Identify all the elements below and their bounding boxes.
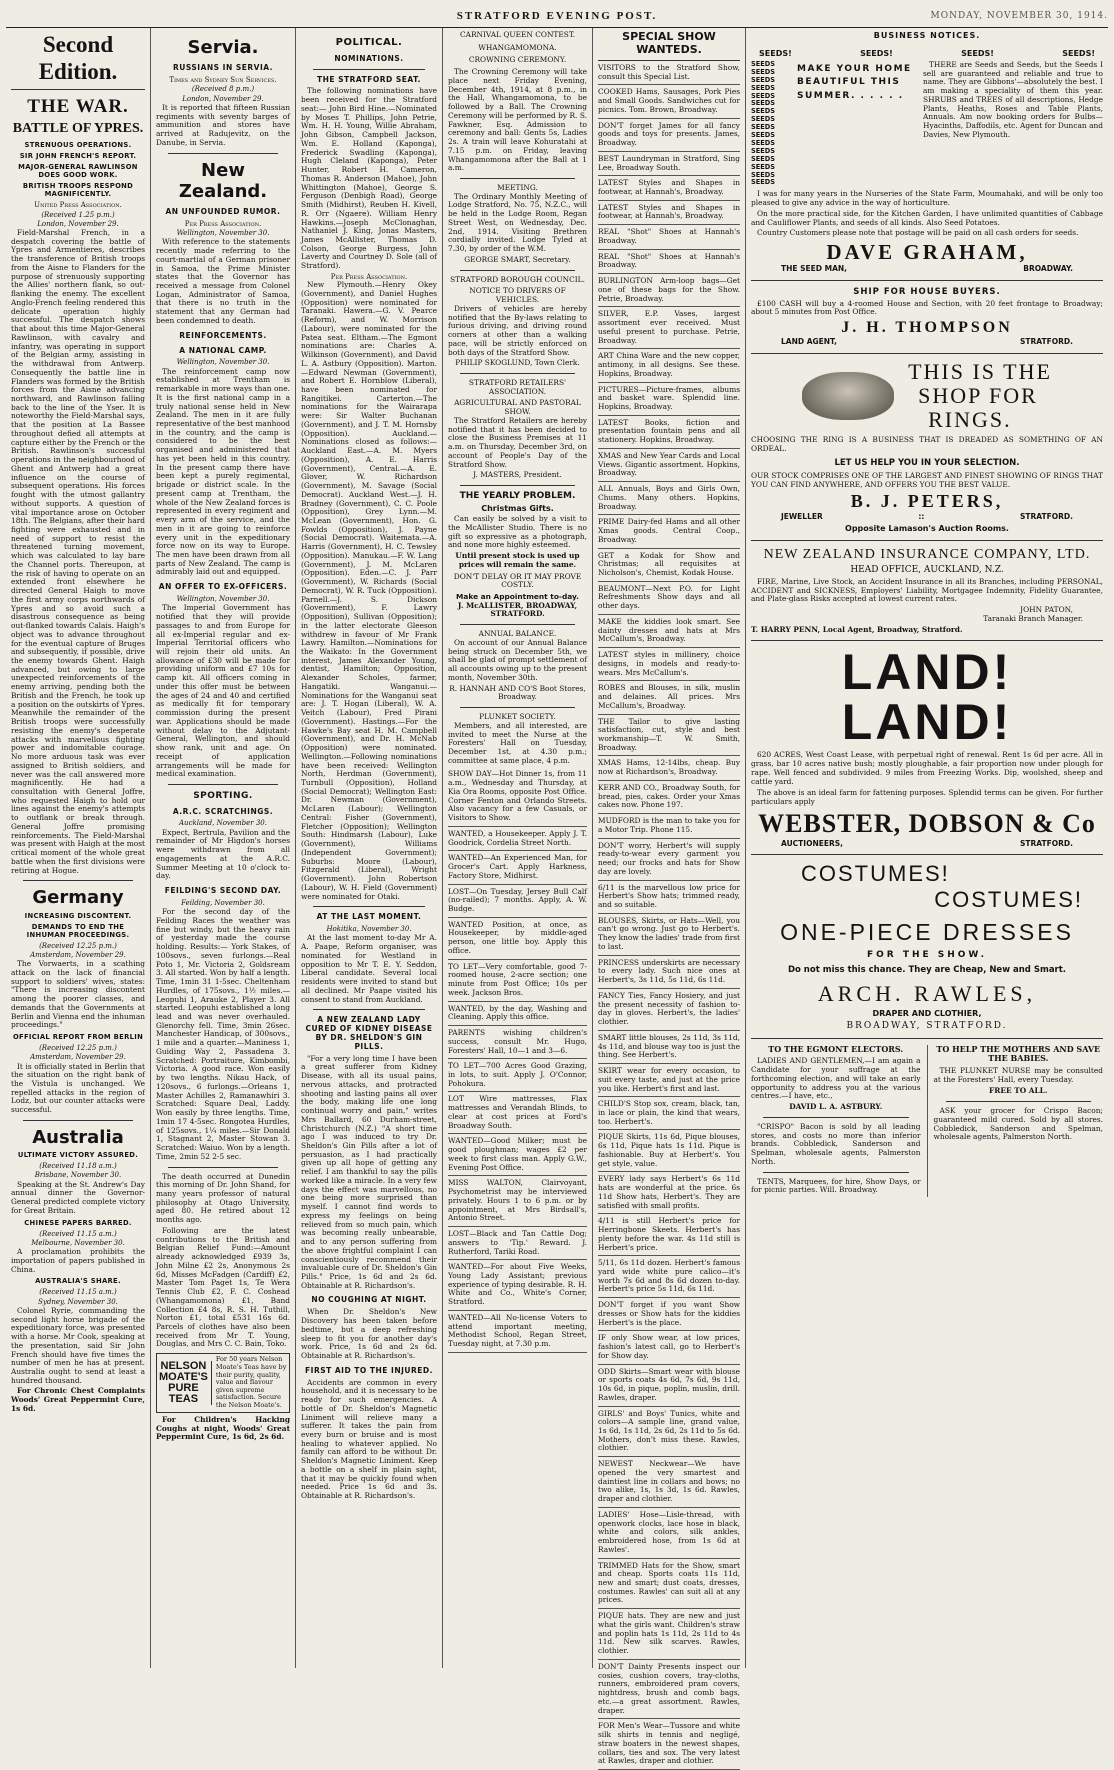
dateline: Auckland, November 30.: [179, 819, 267, 828]
edition-banner: Second Edition.: [11, 31, 145, 90]
ad-headline: COSTUMES!: [801, 861, 950, 887]
classified-ad: TO LET—Very comfortable, good 7-roomed house, 2-acre section; one minute from Post Office; 10s per week. Jackson Bros.: [448, 960, 587, 1002]
article-body: A proclamation prohibits the importation of papers published in China.: [11, 1247, 145, 1274]
article-body: At the last moment to-day Mr A. A. Paape, Reform organiser, was nominated for Westland in opposition to Mr T. E. Y. Seddon, Liberal candidate. Several local residents were invited to stand but all declined. Mr Paape visited his consent to stand from Auckland.: [301, 933, 437, 1004]
seeds-label: SEEDS!: [759, 49, 792, 59]
column-war: [6, 28, 151, 1668]
ad-line: LET US HELP YOU IN YOUR SELECTION.: [834, 457, 1020, 468]
ad-caption: JEWELLER: [781, 511, 823, 521]
ad-line: BROADWAY, STRATFORD.: [846, 1021, 1008, 1032]
ad-headline: LAND! LAND!: [841, 644, 1013, 751]
subhead: AN UNFOUNDED RUMOR.: [165, 206, 281, 216]
article-body: "For a very long time I have been a great sufferer from Kidney Disease, with all its usual pains, nervous attacks, and protracted shooting and lasting pains all over the body, making life one long continual worry and pain," writes Mrs Ballard, 60 Durham-street, Christchurch (N.Z.) "A short time ago I was induced to try Dr. Sheldon's Gin Pills after a lot of persuasion, as I had practically given up all hope of getting any relief. I am thankful to say the pills worked like a miracle. In a very few days the effect was marvellous, no one being more surprised than myself. I cannot find words to express my feelings on being relieved from so much pain, which was becoming really unbearable, and to any person suffering from the above frightful complaint I can conscientiously recommend their invaluable cure of Dr. Sheldon's Gin Pills." Price, 1s 6d and 2s 6d. Obtainable at R. Richardson's.: [301, 1053, 437, 1290]
seeds-word: SEEDS: [751, 146, 775, 155]
germany-headline: Germany: [32, 887, 124, 909]
subhead: MAJOR-GENERAL RAWLINSON DOES GOOD WORK.: [18, 163, 138, 180]
seeds-word: SEEDS: [751, 107, 775, 116]
article-body: With reference to the statements recently made referring to the court-martial of a German prisoner in Samoa, the Prime Minister states that the Governor has received a message from Colonel Logan, Administrator of Samoa, that there is no truth in the statement that any German had been condemned to death.: [156, 237, 290, 325]
dateline: Wellington, November 30.: [176, 358, 270, 367]
ad-text: THERE are Seeds and Seeds, but the Seeds I sell are guaranteed and reliable and true to name. They are Gibbons'—absolutely the best. I am making a speciality of them this year. SHRUBS and TREES of all descriptions, Hedge Plants, Heaths, Roses and Table Plants, Annuals. Am now booking orders for Bulbs—Hyacinths, Daffodils, etc. Agent for Duncan and Davies, New Plymouth.: [923, 59, 1103, 139]
subhead: INCREASING DISCONTENT.: [24, 911, 132, 920]
subhead: CARNIVAL QUEEN CONTEST.: [459, 30, 576, 39]
seeds-word: SEEDS: [751, 83, 775, 92]
ad-line: Do not miss this chance. They are Cheap, New and Smart.: [787, 964, 1067, 975]
classified-ad: TO LET—700 Acres Good Grazing, in lots, to suit. Apply J. O'Connor, Pohokura.: [448, 1059, 587, 1092]
dateline: Melbourne, November 30.: [31, 1238, 125, 1247]
seed-headline: SUMMER. . . . . .: [797, 91, 904, 102]
received-time: (Received 11.15 a.m.): [39, 1288, 117, 1297]
seed-headline: BEAUTIFUL THIS: [797, 77, 901, 88]
special-headline: SPECIAL SHOW WANTEDS.: [598, 31, 740, 61]
seeds-word: SEEDS: [751, 75, 775, 84]
article-body: Accidents are common in every household, and it is necessary to be ready for such emergencies. A bottle of Dr. Sheldon's Magnetic Liniment will relieve many a sufferer. It takes the pain from every burn or bruise and is most healing to whatever applied. No family can afford to be without Dr. Sheldon's Magnetic Liniment. Keep a bottle on a shelf in plain sight, that it may be quickly found when needed. Price 1s 6d and 3s. Obtainable at R. Richardson's.: [301, 1377, 437, 1501]
nelson-logo: NELSON MOATE'S PURE TEAS: [159, 1361, 212, 1405]
classified-ad: EVERY lady says Herbert's 6s 11d hats are wonderful at the price. 6s 11d Show hats, Herbert's. They are satisfied with small profits.: [598, 1172, 740, 1214]
war-headline: THE WAR.: [27, 96, 129, 118]
classified-ad: LOST—Black and Tan Cattle Dog; answers to 'Tip.' Reward. J. Rutherford, Tariki Road.: [448, 1227, 587, 1260]
classified-ad: NEWEST Neckwear—We have opened the very smartest and daintiest line in collars and bows; no two alike, 1s, 1s 3d, 1s 6d. Rawles, draper and clothier.: [598, 1457, 740, 1508]
dateline: London, November 29.: [37, 219, 119, 228]
ad-headline: COSTUMES!: [934, 887, 1083, 913]
received-time: (Received 12.25 p.m.): [39, 1044, 117, 1053]
classified-ad: ART China Ware and the new copper, antimony, in all designs. See these. Hopkins, Broadway.: [598, 349, 740, 382]
notice-headline: TO THE EGMONT ELECTORS.: [768, 1044, 904, 1054]
signature: GEORGE SMART, Secretary.: [464, 254, 571, 264]
signature: Taranaki Branch Manager.: [983, 613, 1083, 623]
subhead: STRATFORD BOROUGH COUNCIL.: [450, 274, 585, 284]
classified-ad: SHOW DAY—Hot Dinner 1s, from 11 a.m., Wednesday and Thursday, at Kia Ora Rooms, opposite Post Office. Corner Fenton and Orlando Streets. Also vacancy for a few Casuals, or Visitors to Show.: [448, 767, 587, 826]
dateline: Wellington, November 30.: [176, 229, 270, 238]
article-body: The reinforcement camp now established at Trentham is remarkable in more ways than one. It is the first national camp in a truly national sense held in New Zealand. The men in it are fully representative of the best manhood in the country, and the camp is considered to be the best organised and administered that has yet been held in this country. In the present camp there have been kept a purely regimental, brigade or district scale. In the present camp at Trentham, the whole of the New Zealand forces is represented in every regiment and every arm of the service, and the men in it are going to reinforce every unit in the expeditionary force now on its way to Europe. The men have been drawn from all parts of New Zealand. The camp is admirably laid out and equipped.: [156, 366, 290, 577]
article-body: The Imperial Government has notified that they will provide passages to and from Europe for all ex-Imperial regular and ex-Imperial Territorial officers who will rejoin their old units. An allowance of £30 will be made for providing uniform and £7 10s for camp kit. All officers coming in under this offer must be between the ages of 24 and 40 and certified as medically fit for temporary commission during the present war. Applications should be made without delay to the Adjutant-General, Wellington, and should show rank, unit and age. On receipt of application arrangements will be made for medical examination.: [156, 603, 290, 779]
ad-headline: NEW ZEALAND INSURANCE COMPANY, LTD.: [763, 546, 1091, 562]
ad-caption: STRATFORD.: [1020, 511, 1073, 521]
classified-ad: MISS WALTON, Clairvoyant, Psychometrist may be interviewed privately. Hours 1 to 6 p.m. or by appointment, at Mrs Birdsall's, Antonio Street.: [448, 1176, 587, 1227]
column-notices: [443, 28, 593, 1668]
received-time: (Received 1.25 p.m.): [41, 210, 115, 219]
notice-body: Can easily be solved by a visit to the McAllister Studio. There is no gift so expressive as a photograph, and none more highly esteemed.: [448, 514, 587, 550]
seeds-label: SEEDS!: [961, 49, 994, 59]
column-political: [296, 28, 443, 1668]
subhead: AT THE LAST MOMENT.: [316, 912, 422, 922]
notice-body: ASK your grocer for Crispo Bacon; guaranteed mild cured. Sold by all stores. Cobbledick, Sanderson and Spelman, wholesale agents, Palmerston North.: [933, 1106, 1103, 1142]
problem-headline: THE YEARLY PROBLEM.: [459, 491, 576, 502]
column-news: [151, 28, 296, 1668]
ship-ad: [751, 281, 1103, 354]
classified-ad: DON'T forget if you want Show dresses or Show hats for the kiddies Herbert's is the place.: [598, 1298, 740, 1331]
dateline: Feilding, November 30.: [181, 898, 265, 907]
subhead: OFFICIAL REPORT FROM BERLIN: [12, 1033, 144, 1042]
seeds-label: SEEDS!: [1062, 49, 1095, 59]
subhead: FIRST AID TO THE INJURED.: [305, 1365, 433, 1375]
article-body: The following nominations have been received for the Stratford seat:— John Bird Hine.—Nominated by Moses T. Phillips, John Petrie, Wm. H. H. Young, Willie Abraham, John Gibson, Campbell Jackson, Wm. E. Holland (Kaponga), Frederick Swadling (Kaponga), Hugh Cleland (Kaponga), Peter Hunter, Robert H. Cameron, Thomas R. Anderson (Mahoe), John Whittington (Mahoe), George S. Ferguson (Denbigh Road), George Smith (Midhirst), Reuben H. Kivell, R. Orr (Ngaere). William Henry Hawkins.—Joseph McClonaghan, Nathaniel J. King, Jonas Masters, James McAllister, Thomas D. Colson, George Burgess, John Laverty and Courtney D. Sole (all of Stratford).: [301, 86, 437, 271]
classified-ad: FANCY Ties, Fancy Hosiery, and just the present necessity of fashion to-day in gloves. Herbert's, the ladies' clothier.: [598, 989, 740, 1031]
received-time: (Received 11.18 a.m.): [39, 1162, 117, 1171]
article-body: Field-Marshal French, in a despatch covering the battle of Ypres and Armentieres, describes the transference of British troops from the Aisne to Flanders for the purpose of strenuously supporting the Allies' northern flank, so out-flanking the enemy. The excellent Anglo-French feeling rendered this delicate operation highly successful. The despatch shows that about this time Major-General Rawlinson, with cavalry and infantry, was operating in support of the Belgian army, assisting in the withdrawal from Antwerp. Consequently the battle line in Flanders was formed by the British forces from the Aisne advancing northward, and Rawlinson falling back to the line of the Yser. It is noteworthy the Field-Marshal says, that the position at La Bassee throughout defied all attempts at capture either by the French or the British. Rawlinson's successful operations in the neighbourhood of Ghent and Antwerp had a great influence on the course of subsequent operations. His forces fought with the utmost gallantry without supports. A question of vital importance arose on October 18th. The Belgians, after their hard fighting were exhausted and in need of support to resist the threatened turning movement, which was calculated to lay bare the Channel ports. Thereupon, at the risk of having to operate on an extended front elsewhere he directed General Haigh to move the first army corps northwards of Ypres and so avoid such a disastrous consequence as being out-flanked towards Calais. Haigh's object was to advance throughout for the eventual capture of Bruges and subsequently, if possible, drive the enemy towards Ghent. Haigh advanced, but owing to large unexpected reinforcements of the enemy arriving, pending both the British and the French, he took up a position on the outskirts of Ypres. Meanwhile the remainder of the British troops were successfully resisting the enemy's desperate attacks with marvellous fighting power and indomitable courage. No more arduous task was ever assigned to British soldiers, and never was the call answered more magnificently. He had a consultation with General Joffre, who requested Haigh to hold our lines against the enemy's attempts to outflank or break through. General Joffre promising reinforcements. The Field-Marshal was present with Haigh at the most critical moment of the whole great battle when the first divisions were retiring at Hogue.: [11, 228, 145, 875]
article-body: New Plymouth.—Henry Okey (Government), and Daniel Hughes (Opposition) were nominated for Taranaki. Hawera.—G. V. Pearce (Reform), and W. Morrison (Labour), were nominated for the Patea seat. Eltham.—The Egmont nominations are: Charles A. Wilkinson (Government), and David L. A. Astbury (Opposition). Marton.—Edward Newman (Government), and Robert E. Hornblow (Liberal), have been nominated for Rangitikei. Carterton.—The nominations for the Wairarapa were: Sir Walter Buchanan (Government), and J. T. M. Hornsby (Opposition). Auckland.—Nominations closed as follows:—Auckland East.—A. M. Myers (Opposition), A. E. Harris (Government), Central.—A. E. Glover, W. Richardson (Government), M. Savage (Social Democrat). Auckland West.—J. H. Bradney (Government), C. C. Poole (Opposition), Grey Lynn.—M. McLean (Government), Hon. G. Fowlds (Opposition), J. Payne (Social Democrat). Waitemata.—A. Harris (Government), H. C. Tewsley (Opposition). Manukau.—F. W. Lang (Government), J. M. McLaren (Opposition). Eden.—C. J. Parr (Government), W. Richards (Social Democrat), W. R. Tuck (Opposition). Parnell.—J. S. Dickson (Government), F. Lawry (Opposition), Sullivan (Opposition); in the latter electorate Gleeson withdrew in favour of Mr Frank Lawry. Hamilton.—Nominations for the Waikato: In the Government interest, James Alexander Young, dentist, Hamilton; Opposition, Alexander Scholes, farmer, Hangatiki. Wanganui.—Nominations for the Wanganui seat are: J. T. Hogan (Liberal), W. A. Veitch (Labour), Fred Pirani (Government). Hastings.—For the Hawke's Bay seat H. M. Campbell (Government), and Dr. H. McNab (Opposition) were nominated. Wellington.—Following nominations have been received: Wellington North, Herdman (Government), Turnbull (Opposition), Holland (Social Democrat); Wellington East: Dr. Newman (Government), McLaren (Labour); Wellington Central: Fisher (Government), Fletcher (Opposition); Wellington South: Hindmarsh (Labour), Luke (Government), Williams (Independent Government); Suburbs: Moore (Labour), Fitzgerald (Liberal), Wright (Government). John Robertson (Labour), W. H. Field (Government) were nominated for Otaki.: [301, 280, 437, 901]
classified-ad: WANTED, by the day, Washing and Cleaning. Apply this office.: [448, 1002, 587, 1026]
classified-ad: ODD Skirts—Smart wear with blouse or sports coats 4s 6d, 7s 6d, 9s 11d, 10s 6d, in pique, poplin, muslin, drill. Rawles, draper.: [598, 1365, 740, 1407]
seeds-word: SEEDS: [751, 154, 775, 163]
subhead: AGRICULTURAL AND PASTORAL SHOW.: [454, 398, 581, 417]
classified-ad: WANTED, a Housekeeper. Apply J. T. Goodrick, Cordelia Street North.: [448, 827, 587, 851]
subhead: SPORTING.: [193, 791, 253, 801]
classified-ad: 4/11 is still Herbert's price for Herringbone Skeets. Herbert's has plenty before the war. 4s 11d still is Herbert's price.: [598, 1214, 740, 1256]
received-time: (Received 8 p.m.): [191, 85, 255, 94]
classified-ad: REAL "Shot" Shoes at Hannah's Broadway.: [598, 250, 740, 274]
subhead: ANNUAL BALANCE.: [478, 629, 557, 639]
byline: Per Press Association.: [330, 272, 408, 281]
costumes-ad: [751, 855, 1103, 1039]
article-body: Expect, Bertrula, Pavilion and the remainder of Mr Higdon's horses were withdrawn from all engagements at the A.R.C. Summer Meeting at 10 o'clock to-day.: [156, 827, 290, 881]
ypres-headline: BATTLE OF YPRES.: [12, 120, 144, 136]
notice-body: LADIES AND GENTLEMEN,—I am again a Candidate for your suffrage at the forthcoming election, and will take an early opportunity to address you at the various centres.—I have, etc.,: [751, 1056, 921, 1101]
column-show-wanteds: [593, 28, 746, 1766]
classified-ad: BURLINGTON Arm-loop bags—Get one of these bags for the Show. Petrie, Broadway.: [598, 274, 740, 307]
subhead: RUSSIANS IN SERVIA.: [172, 63, 274, 73]
ad-text: £100 CASH will buy a 4-roomed House and Section, with 20 feet frontage to Broadway; about 5 minutes from Post Office.: [751, 298, 1103, 317]
subhead: PLUNKET SOCIETY.: [479, 712, 556, 722]
advertiser-name: B. J. PETERS,: [850, 491, 1004, 512]
dateline: Amsterdam, November 29.: [30, 950, 126, 959]
advertiser-name: ARCH. RAWLES,: [817, 981, 1037, 1006]
subhead: A NEW ZEALAND LADY CURED OF KIDNEY DISEASE BY DR. SHELDON'S GIN PILLS.: [305, 1015, 433, 1051]
classified-ad: DON'T forget James for all fancy goods and toys for presents. James, Broadway.: [598, 119, 740, 152]
ad-line: Opposite Lamason's Auction Rooms.: [845, 524, 1009, 534]
ad-headline: ONE-PIECE DRESSES: [780, 919, 1074, 946]
article-body: It is reported that fifteen Russian regiments with seventy barges of ammunition and stores have arrived at Radujevitz, on the Danube, in Servia.: [156, 102, 290, 147]
land-ad: [751, 641, 1103, 855]
ad-text: Country Customers please note that postage will be paid on all cash orders for seeds.: [757, 228, 1079, 238]
subhead: FEILDING'S SECOND DAY.: [164, 886, 282, 896]
ad-caption: LAND AGENT,: [781, 337, 837, 347]
seeds-word: SEEDS: [751, 91, 775, 100]
classified-ad: BEAUMONT—Next P.O. for Light Refreshments Show days and all other days.: [598, 582, 740, 615]
article-body: The Vorwaerts, in a scathing attack on the lack of financial support to soldiers' wives, states: "There is increasing discontent among the poorer classes, and demands that the Governments at Berlin and Vienna end the inhuman proceedings.": [11, 959, 145, 1030]
byline: United Press Association.: [34, 201, 122, 210]
dateline: Amsterdam, November 29.: [30, 1053, 126, 1062]
signature: J. MASTERS, President.: [473, 470, 562, 480]
classified-ad: WANTED—For about Five Weeks, Young Lady Assistant; previous experience of typing desirable. R. H. White and Co., White's Corner, Stratford.: [448, 1260, 587, 1311]
subhead: STRENUOUS OPERATIONS.: [24, 141, 132, 150]
notice-line: FREE TO ALL.: [989, 1086, 1048, 1096]
classified-ad: COOKED Hams, Sausages, Pork Pies and Small Goods. Sandwiches cut for picnics. Tom. Brown, Broadway.: [598, 85, 740, 118]
classified-ad: BEST Laundryman in Stratford, Sing Lee, Broadway South.: [598, 152, 740, 176]
dateline: Hokitika, November 30.: [326, 925, 412, 934]
columns: [6, 28, 1108, 1766]
classified-ad: IF only Show wear, at low prices, fashion's latest call, go to Herbert's for Show day.: [598, 1331, 740, 1364]
ad-line: T. HARRY PENN, Local Agent, Broadway, Stratford.: [751, 624, 963, 634]
classified-ad: LATEST Styles and Shapes in footwear, at Hannah's, Broadway.: [598, 176, 740, 200]
signature: R. HANNAH AND CO'S Boot Stores, Broadway.: [449, 683, 586, 702]
dateline: Wellington, November 30.: [176, 595, 270, 604]
seeds-word: SEEDS: [751, 99, 775, 108]
classified-ad: LADIES' Hose—Lisle-thread, with openwork clocks, lace hose in black, white and colors, silk ankles, embroidered hose, from 1s 6d at Rawles'.: [598, 1508, 740, 1559]
classified-ad: 6/11 is the marvellous low price for Herbert's Show hats; trimmed ready, and so suitable.: [598, 881, 740, 914]
seeds-label: SEEDS!: [860, 49, 893, 59]
classified-ad: SILVER, E.P. Vases, largest assortment ever received. Must useful present to purchase. Petrie, Broadway.: [598, 307, 740, 349]
seeds-word: SEEDS: [751, 123, 775, 132]
classified-ad: PARENTS wishing children's success, consult Mr. Hugo, Foresters' Hall, 10—1 and 3—6.: [448, 1026, 587, 1059]
classified-ad: SMART little blouses, 2s 11d, 3s 11d, 4s 11d, and blouse way too is just the thing. See Herbert's.: [598, 1031, 740, 1064]
seeds-ad: [751, 43, 1103, 280]
masthead: [6, 6, 1108, 28]
classified-ad: 5/11, 6s 11d dozen. Herbert's famous yard wide white pure calico—it's worth 7s 6d and 8s 6d dozen to-day. Herbert's price 5s 11d, 6s 11d.: [598, 1256, 740, 1298]
nz-headline: New Zealand.: [178, 159, 268, 202]
subhead: A NATIONAL CAMP.: [179, 345, 267, 355]
ad-text: 620 ACRES, West Coast Lease, with perpetual right of renewal. Rent 1s 6d per acre. All in grass, bar 10 acres native bush; mostly ploughable, a fair proportion now under plough for rape. Well fenced and subdivided. 9 miles from Freezing Works. Dip, woolshed, sheep and cattle yard.: [751, 750, 1103, 786]
ad-headline: SHIP FOR HOUSE BUYERS.: [853, 286, 1001, 297]
classified-ad: GET a Kodak for Show and Christmas; all requisites at Nicholson's, Chemist, Kodak House.: [598, 549, 740, 582]
advertiser-name: J. H. THOMPSON: [841, 319, 1013, 337]
classified-ad: PRIME Dairy-fed Hams and all other Xmas goods. Central Coop., Broadway.: [598, 515, 740, 548]
classified-ad: XMAS and New Year Cards and Local Views. Gigantic assortment. Hopkins, Broadway.: [598, 449, 740, 482]
dateline: Brisbane, November 30.: [34, 1171, 122, 1180]
classified-ad: PIQUE Skirts, 11s 6d, Pique blouses, 6s 11d, Pique hats 1s 11d. Pique is fashionable. Buy at Herbert's. You get style, value.: [598, 1130, 740, 1172]
classified-ad: ROBES and Blouses, in silk, muslin and delaines. All prices. Mrs McCallum's, Broadway.: [598, 681, 740, 714]
article-body: Colonel Ryrie, commanding the second light horse brigade of the expeditionary force, was presented with a horse. Mr Cook, speaking at the presentation, said Sir John French should have five times the number of men he has at present. Australia ought to send at least a hundred thousand.: [11, 1305, 145, 1385]
notice-body: "CRISPO" Bacon is sold by all leading stores, and costs no more than inferior brands. Cobbledick, Sanderson and Spelman, wholesale agents, Palmerston North.: [751, 1121, 921, 1166]
classified-ad: REAL "Shot" Shoes at Hannah's Broadway.: [598, 225, 740, 249]
ad-text: OUR STOCK COMPRISES ONE OF THE LARGEST AND FINEST SHOWING OF RINGS THAT YOU CAN FIND ANYWHERE, AND OFFERS YOU THE BEST VALUE.: [751, 470, 1103, 489]
seeds-word: SEEDS: [751, 138, 775, 147]
ad-line: DRAPER AND CLOTHIER,: [872, 1008, 982, 1018]
notice-body: The Crowning Ceremony will take place next Friday Evening, December 4th, 1914, at 8 p.m., in the Hall, Whangamomona, to be followed by a Ball. The Crowning Ceremony will be performed by R. S. Fawkner, Esq. Admission to ceremony and ball: Gents 5s, Ladies 2s. A train will leave Kohuratahi at 7.15 p.m. on Friday, leaving Whangamomona after the Ball at 1 a.m.: [448, 67, 587, 173]
subhead: DEMANDS TO END THE INHUMAN PROCEEDINGS.: [26, 922, 130, 939]
advertisement: For Children's Hacking Coughs at night, Woods' Great Peppermint Cure, 1s 6d, 2s 6d.: [156, 1414, 290, 1442]
subhead: BRITISH TROOPS RESPOND MAGNIFICENTLY.: [22, 182, 134, 199]
classified-ad: XMAS Hams, 12-14lbs, cheap. Buy now at Richardson's, Broadway.: [598, 756, 740, 780]
classified-ad: VISITORS to the Stratford Show, consult this Special List.: [598, 61, 740, 85]
subhead: THE STRATFORD SEAT.: [317, 74, 421, 84]
ad-text: On the more practical side, for the Kitchen Garden, I have unlimited quantities of Cabbage and Cauliflower Plants, and seeds of all kinds. Also Seed Potatoes.: [751, 208, 1103, 227]
classified-ad: LATEST Styles and Shapes in footwear, at Hannah's, Broadway.: [598, 201, 740, 225]
subhead: Christmas Gifts.: [481, 503, 554, 513]
ad-headline: RINGS.: [928, 407, 1012, 433]
ad-headline: SHOP FOR: [918, 383, 1038, 409]
classified-ad: DON'T worry, Herbert's will supply ready-to-wear every garment you need; our frocks and hats for Show day are lovely.: [598, 839, 740, 881]
ad-caption: BROADWAY.: [1023, 263, 1073, 273]
ad-text: CHOOSING THE RING IS A BUSINESS THAT IS DREADED AS SOMETHING OF AN ORDEAL.: [751, 435, 1103, 454]
subhead: NOTICE TO DRIVERS OF VEHICLES.: [469, 286, 566, 305]
rings-ad: [751, 354, 1103, 541]
notice-body: On account of our Annual Balance being struck on December 5th, we shall be glad of prompt settlement of all accounts owing up to the present month, November 30th.: [448, 637, 587, 682]
advertiser-name: DAVE GRAHAM,: [826, 240, 1028, 265]
received-time: (Received 12.25 p.m.): [39, 941, 117, 950]
seeds-list: [751, 61, 793, 188]
ad-line: HEAD OFFICE, AUCKLAND, N.Z.: [850, 565, 1004, 576]
subhead: ULTIMATE VICTORY ASSURED.: [17, 1151, 139, 1160]
insurance-ad: [751, 541, 1103, 642]
notice-line: Make an Appointment to-day.: [456, 591, 579, 601]
notice-line: DON'T DELAY OR IT MAY PROVE COSTLY.: [453, 571, 582, 590]
classified-ad: MAKE the kiddies look smart. See dainty dresses and hats at Mrs McCallum's, Broadway.: [598, 615, 740, 648]
subhead: MEETING.: [497, 183, 538, 193]
seeds-word: SEEDS: [751, 162, 775, 171]
article-body: Following are the latest contributions to the British and Belgian Relief Fund:—Amount already acknowledged £939 3s, John Milne £2 2s, Anonymous 2s 6d, Misses McFadgen (Cardiff) £2, Master Tom Paget 1s, Te Wera Tennis Club £2, F. C. Coshead (Whangamomona) £1, Band Collection £4 8s, R. S. H. Tuthill, Norton £1, total £531 16s 6d. Parcels of clothes have also been received from Mr T. Young, Douglas, and Mrs C. C. Bain, Toko.: [156, 1225, 290, 1349]
classified-ad: THE Tailor to give lasting satisfaction, cut, style and best workmanship—T. W. Smith, Broadway.: [598, 715, 740, 757]
ad-text: For 50 years Nelson Moate's Teas have by their purity, quality, value and flavour given supreme satisfaction. Secure the Nelson Moate's.: [215, 1355, 287, 1410]
signature: JOHN PATON,: [1020, 605, 1073, 615]
classified-ad: PIQUE hats. They are new and just what the girls want. Children's straw and poplin hats 1s 11d, 2s 11d to 4s 11d. New silk scarves. Rawles, clothier.: [598, 1609, 740, 1660]
classified-ad: WANTED—All No-license Voters to attend important meeting, Methodist School, Regan Street, Tuesday night, at 7.30 p.m.: [448, 1311, 587, 1353]
received-time: (Received 11.15 a.m.): [39, 1229, 117, 1238]
seeds-word: SEEDS: [751, 131, 775, 140]
subhead: AUSTRALIA'S SHARE.: [35, 1277, 121, 1286]
byline: Per Press Association.: [184, 219, 262, 228]
article-body: When Dr. Sheldon's New Discovery has been taken before bedtime, but a deep refreshing sleep to fit you for another day's work. Price, 1s 6d and 2s 6d. Obtainable at R. Richardson's.: [301, 1307, 437, 1360]
masthead-title: STRATFORD EVENING POST.: [456, 10, 658, 23]
subhead: REINFORCEMENTS.: [179, 330, 267, 340]
seeds-word: SEEDS: [751, 170, 775, 179]
dateline: London, November 29.: [182, 94, 264, 103]
signature: PHILIP SKOGLUND, Town Clerk.: [455, 358, 580, 368]
classified-ad: CHILD'S Stop sox, cream, black, tan, in lace or plain, the kind that wears, too. Herbert's.: [598, 1097, 740, 1130]
classified-ad: LOST—On Tuesday, Jersey Bull Calf (no-railed); 7 months. Apply, A. W. Budge.: [448, 885, 587, 918]
ad-caption: THE SEED MAN,: [781, 263, 848, 273]
classified-ad: WANTED—An Experienced Man, for Grocer's Cart. Apply Harkness, Factory Store, Midhirst.: [448, 851, 587, 884]
classified-ad: PICTURES—Picture-frames, albums and basket ware. Splendid line. Hopkins, Broadway.: [598, 383, 740, 416]
subhead: WHANGAMOMONA.: [478, 42, 557, 52]
classified-ad: PRINCESS underskirts are necessary to every lady. Such nice ones at Herbert's, 3s 11d, 5s 11d, 6s 11d.: [598, 956, 740, 989]
subhead: CHINESE PAPERS BARRED.: [24, 1218, 132, 1227]
classified-ad: DON'T Dainty Presents inspect our cosies, cushion covers, tray-cloths, runners, embroidered pram covers, nightdress, brush and comb bags, etc.—a great assortment. Rawles, draper.: [598, 1660, 740, 1719]
servia-headline: Servia.: [187, 37, 259, 58]
australia-headline: Australia: [32, 1126, 124, 1148]
ad-line: FOR THE SHOW.: [866, 950, 988, 961]
subhead: SIR JOHN FRENCH'S REPORT.: [19, 152, 137, 161]
ad-text: The above is an ideal farm for fattening purposes. Splendid terms can be given. For further particulars apply: [751, 788, 1103, 807]
seeds-word: SEEDS: [751, 59, 775, 68]
bottom-notices: [751, 1039, 1103, 1197]
classified-ad: WANTED Position, at once, as Housekeeper, by middle-aged person, one little boy. Apply this office.: [448, 918, 587, 960]
business-title: BUSINESS NOTICES.: [873, 31, 981, 40]
advertisement: For Chronic Chest Complaints Woods' Great Peppermint Cure, 1s 6d.: [11, 1386, 145, 1413]
classified-ad: TRIMMED Hats for the Show, smart and cheap. Sports coats 11s 11d, new and smart; dust coats, dresses, costumes. Rawles' can suit all at any prices.: [598, 1559, 740, 1610]
seeds-word: SEEDS: [751, 178, 775, 187]
subhead: A.R.C. SCRATCHINGS.: [172, 806, 274, 816]
nelson-moate-ad: [156, 1353, 290, 1413]
classifieds-list: [448, 767, 587, 1352]
subhead: STRATFORD RETAILERS' ASSOCIATION.: [468, 377, 567, 396]
classified-ad: LATEST Books, fiction and presentation fountain pens and all stationery. Hopkins, Broadway.: [598, 416, 740, 449]
ad-caption: AUCTIONEERS,: [781, 838, 843, 848]
rings-illustration: [802, 372, 894, 420]
notice-body: The Ordinary Monthly Meeting of Lodge Stratford, No. 75, N.Z.C., will be held in the Lodge Room, Regan Street West, on Wednesday, Dec. 2nd, 1914. Visiting Brethren cordially invited. Lodge Tyled at 7.30, by order of the W.M.: [448, 191, 587, 254]
notice-bold: Until present stock is used up prices will remain the same.: [455, 551, 580, 569]
classified-ad: FOR Men's Wear—Tussore and white silk shirts in tennis and negligé, straw boaters in the newest shapes, collars, ties and sox. The very latest at Rawles, draper and clothier.: [598, 1719, 740, 1770]
notice-body: Members, and all interested, are invited to meet the Nurse at the Foresters' Hall on Tuesday, December 1st, at 4.30 p.m.; committee at same place, 4 p.m.: [448, 720, 587, 765]
ad-headline: THIS IS THE: [908, 358, 1052, 384]
article-body: It is officially stated in Berlin that the situation on the right bank of the Vistula is unchanged. We repelled attacks in the region of Lodz, but our counter attacks were successful.: [11, 1061, 145, 1115]
ad-text: FIRE, Marine, Live Stock, an Accident Insurance in all its Branches, including PERSONAL, ACCIDENT and SICKNESS, Employers' Liability, Mortgagee Indemnity, Fidelity Guarantee, and Plate-glass Risks accepted at lowest current rates.: [751, 577, 1103, 604]
ad-text: I was for many years in the Nurseries of the State Farm, Moumahaki, and will be only too pleased to give any advice in the way of horticulture.: [751, 189, 1103, 208]
political-headline: POLITICAL.: [335, 37, 403, 48]
classified-ad: BLOUSES, Skirts, or Hats—Well, you can't go wrong. Just go to Herbert's. They know the ladies' trade from first to last.: [598, 914, 740, 956]
dateline: Sydney, November 30.: [38, 1297, 118, 1306]
advertiser-name: WEBSTER, DOBSON & Co: [758, 808, 1096, 838]
classified-ad: GIRLS' and Boys' Tunics, white and colors—A sample line, grand value, 1s 6d, 1s 11d, 2s 6d, 2s 11d to 5s 6d. Mothers, don't miss these. Rawles, clothier.: [598, 1407, 740, 1458]
subhead: CROWNING CEREMONY.: [468, 55, 567, 65]
byline: Times and Sydney Sun Services.: [169, 76, 277, 85]
seed-headline: MAKE YOUR HOME: [797, 63, 912, 74]
classified-ad: SKIRT wear for every occasion, to suit every taste, and just at the price you like. Herbert's first and last.: [598, 1064, 740, 1097]
signature: DAVID L. A. ASTBURY.: [789, 1102, 883, 1112]
subhead: NO COUGHING AT NIGHT.: [311, 1295, 427, 1305]
ad-caption: STRATFORD.: [1020, 337, 1073, 347]
article-body: The death occurred at Dunedin this morning of Dr. John Shand, for many years professor of natural philosophy at Otago University, aged 80. He retired about 12 months ago.: [156, 1171, 290, 1225]
classified-ad: WANTED—Good Milker; must be good ploughman; wages £2 per week to first class man. Apply G.W., Evening Post Office.: [448, 1134, 587, 1176]
masthead-date: MONDAY, NOVEMBER 30, 1914.: [930, 11, 1108, 22]
article-body: For the second day of the Feilding Races the weather was fine but windy, but the heavy rain of yesterday made the course holding. Results:— York Stakes, of 100sovs., seven furlongs.—Real Poto 1, Mr. Victoria 2, Goldsream 3. All started. Won by half a length. Time, 1min 31 1-5sec. Cheltenham Hurdles, of 175sovs., 1½ miles.—Leopuhi 1, Arauke 2, Player 3. All started. Leopuhi established a long lead and was never overhauled. Glenorchy fell. Time, 3min 26sec. Manchester Handicap, of 300sovs., 1 mile and a quarter.—Maniness 1, Guiding Way 2, Passadena 3. Scratched: Portraiture, Kimbombi, Victoria. A good race. Won easily by two lengths. Nikau Hack, of 120sovs., 6 furlongs.—Orleans 1, Master Achilles 2, Ramanawhiri 3. Scratched: Square Deal, Laddy. Won easily by three lengths. Time, 1min 17 4-5sec. Rongotea Hurdles, of 125sovs., 1¼ miles.—Sir Donald 1, Stagnant 2, Master Stowan 3. Scratched: Waiuo. Won by a length. Time, 2min 52 2-5 sec.: [156, 907, 290, 1161]
notice-body: Drivers of vehicles are hereby notified that the By-laws relating to furious driving, and driving round corners at other than a walking pace, will be strictly enforced on both days of the Stratford Show.: [448, 303, 587, 357]
article-body: Speaking at the St. Andrew's Day annual dinner the Governor-General predicted complete victory for Great Britain.: [11, 1179, 145, 1215]
wanteds-list: [598, 61, 740, 1770]
signature: J. McALLISTER, BROADWAY, STRATFORD.: [457, 600, 578, 619]
notice-body: The Stratford Retailers are hereby notified that it has been decided to close the Business Premises at 11 a.m. on Thursday, December 3rd, on account of People's Day of the Stratford Show.: [448, 415, 587, 469]
classified-ad: LOT Wire mattresses, Flax mattresses and Verandah Blinds, to clear at cost prices at Ford's Broadway South.: [448, 1092, 587, 1134]
ad-caption: ::: [918, 511, 925, 521]
notice-body: THE PLUNKET NURSE may be consulted at the Foresters' Hall, every Tuesday.: [933, 1065, 1103, 1084]
classified-ad: KERR AND CO., Broadway South, for bread, pies, cakes. Order your Xmas cakes now. Phone 197.: [598, 781, 740, 814]
subhead: NOMINATIONS.: [334, 53, 404, 63]
seeds-word: SEEDS: [751, 115, 775, 124]
column-business: [746, 28, 1108, 1668]
notice-headline: TO HELP THE MOTHERS AND SAVE THE BABIES.: [936, 1044, 1101, 1064]
classified-ad: MUDFORD is the man to take you for a Motor Trip. Phone 115.: [598, 814, 740, 838]
subhead: AN OFFER TO EX-OFFICERS.: [158, 582, 288, 592]
classified-ad: LATEST styles in millinery, choice designs, in models and ready-to-wears. Mrs McCallum's.: [598, 648, 740, 681]
ad-caption: STRATFORD.: [1020, 838, 1073, 848]
notice-body: TENTS, Marquees, for hire, Show Days, or for picnic parties. Will. Broadway.: [751, 1176, 921, 1195]
classified-ad: ALL Annuals, Boys and Girls Own, Chums. Many others. Hopkins, Broadway.: [598, 482, 740, 515]
seeds-word: SEEDS: [751, 67, 775, 76]
